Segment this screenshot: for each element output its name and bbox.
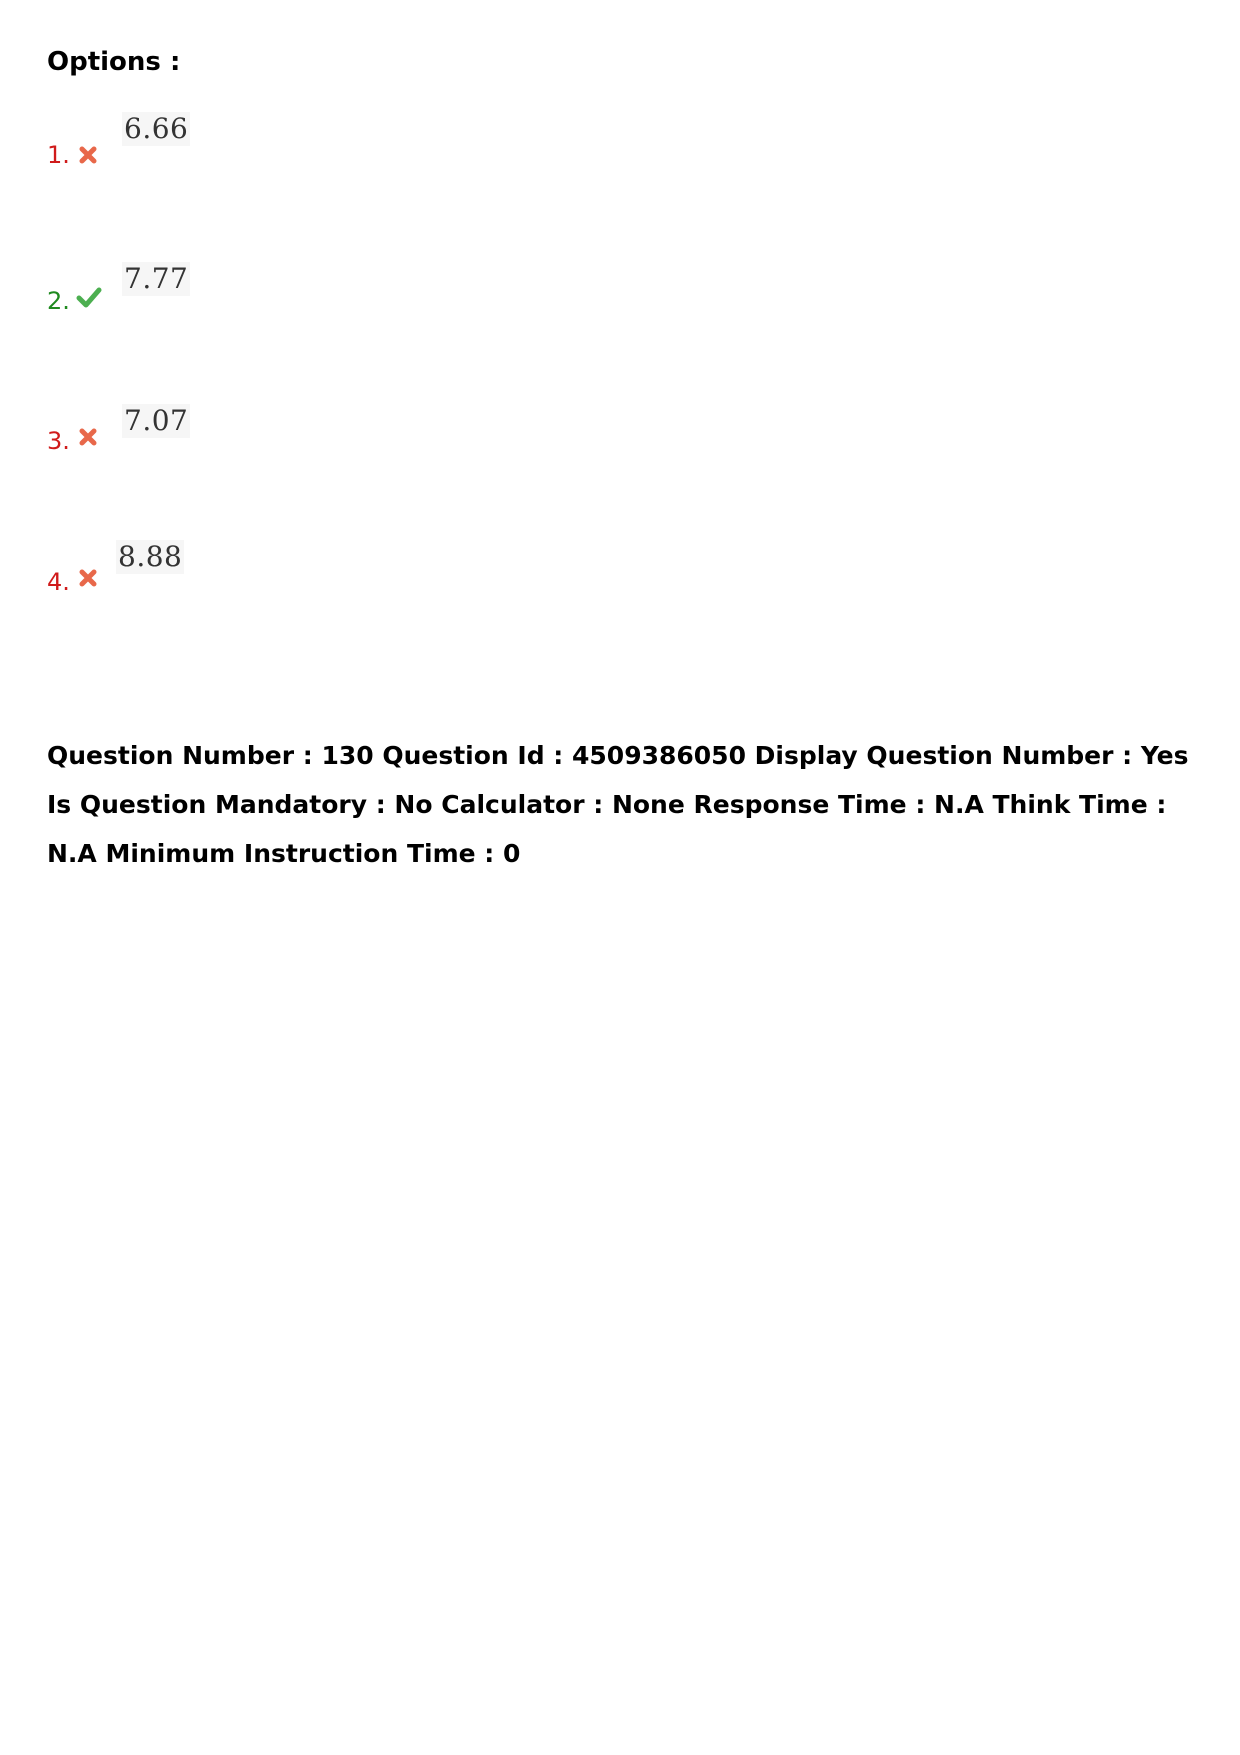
option-value: 7.77 bbox=[124, 262, 189, 295]
cross-icon bbox=[75, 565, 101, 591]
option-value: 8.88 bbox=[118, 540, 183, 573]
option-value: 6.66 bbox=[124, 112, 189, 145]
option-number: 4. bbox=[47, 568, 70, 596]
option-item-1 bbox=[47, 112, 447, 192]
options-heading: Options : bbox=[47, 47, 181, 77]
option-number: 2. bbox=[47, 287, 70, 315]
cross-icon bbox=[75, 424, 101, 450]
option-item-4 bbox=[47, 540, 447, 620]
option-value: 7.07 bbox=[124, 404, 189, 437]
option-number: 1. bbox=[47, 141, 70, 169]
option-number: 3. bbox=[47, 427, 70, 455]
option-item-2 bbox=[47, 262, 447, 342]
option-item-3 bbox=[47, 404, 447, 484]
check-icon bbox=[75, 284, 101, 310]
cross-icon bbox=[75, 142, 101, 168]
question-metadata: Question Number : 130 Question Id : 4509386050 Display Question Number : Yes Is Question Mandatory : No Calculator : None Response Time : N.A Think Time : N.A Minimum Instruction Time : 0 bbox=[47, 741, 1189, 868]
